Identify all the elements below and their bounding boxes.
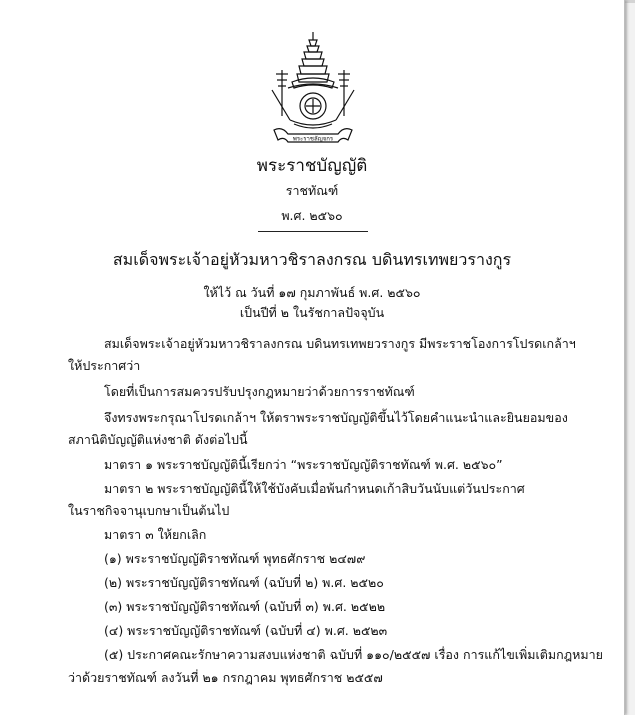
preamble-reason: โดยที่เป็นการสมควรปรับปรุงกฎหมายว่าด้วยการราชทัณฑ์ — [104, 384, 415, 399]
section-1: มาตรา ๑ พระราชบัญญัตินี้เรียกว่า “พระราชบัญญัติราชทัณฑ์ พ.ศ. ๒๕๖๐” — [104, 457, 503, 472]
section-2-line-1: มาตรา ๒ พระราชบัญญัตินี้ให้ใช้บังคับเมื่อพ้นกำหนดเก้าสิบวันนับแต่วันประกาศ — [104, 481, 525, 496]
preamble-line-2: ให้ประกาศว่า — [68, 358, 141, 373]
repeal-item-2: (๒) พระราชบัญญัติราชทัณฑ์ (ฉบับที่ ๒) พ.ศ. ๒๕๒๐ — [104, 575, 384, 590]
act-title: พระราชบัญญัติ — [256, 156, 368, 176]
reign-year: เป็นปีที่ ๒ ในรัชกาลปัจจุบัน — [239, 305, 385, 320]
enacting-line-1: จึงทรงพระกรุณาโปรดเกล้าฯ ให้ตราพระราชบัญญัติขึ้นไว้โดยคำแนะนำและยินยอมของ — [104, 410, 568, 425]
repeal-item-5-line-2: ว่าด้วยราชทัณฑ์ ลงวันที่ ๒๑ กรกฎาคม พุทธศักราช ๒๕๕๗ — [68, 670, 383, 685]
act-subject: ราชทัณฑ์ — [285, 183, 339, 198]
scrollbar[interactable] — [627, 3, 635, 715]
preamble-line-1: สมเด็จพระเจ้าอยู่หัวมหาวชิราลงกรณ บดินทรเทพยวรางกูร มีพระราชโองการโปรดเกล้าฯ — [104, 336, 576, 351]
royal-seal-emblem-icon — [262, 30, 364, 148]
repeal-item-4: (๔) พระราชบัญญัติราชทัณฑ์ (ฉบับที่ ๔) พ.ศ. ๒๕๒๓ — [104, 623, 388, 638]
repeal-item-3: (๓) พระราชบัญญัติราชทัณฑ์ (ฉบับที่ ๓) พ.ศ. ๒๕๒๒ — [104, 599, 386, 614]
act-year: พ.ศ. ๒๕๖๐ — [281, 208, 343, 223]
svg-text:พระราชลัญจกร: พระราชลัญจกร — [292, 135, 334, 143]
section-2-line-2: ในราชกิจจานุเบกษาเป็นต้นไป — [68, 503, 230, 518]
monarch-name: สมเด็จพระเจ้าอยู่หัวมหาวชิราลงกรณ บดินทรเทพยวรางกูร — [112, 250, 512, 269]
repeal-item-5-line-1: (๕) ประกาศคณะรักษาความสงบแห่งชาติ ฉบับที่ ๑๑๐/๒๕๕๗ เรื่อง การแก้ไขเพิ่มเติมกฎหมาย — [104, 647, 603, 662]
repeal-item-1: (๑) พระราชบัญญัติราชทัณฑ์ พุทธศักราช ๒๔๗๙ — [104, 551, 366, 566]
section-3: มาตรา ๓ ให้ยกเลิก — [104, 527, 207, 542]
title-divider — [258, 231, 368, 232]
enacting-line-2: สภานิติบัญญัติแห่งชาติ ดังต่อไปนี้ — [68, 432, 248, 447]
enactment-date: ให้ไว้ ณ วันที่ ๑๗ กุมภาพันธ์ พ.ศ. ๒๕๖๐ — [203, 285, 421, 300]
